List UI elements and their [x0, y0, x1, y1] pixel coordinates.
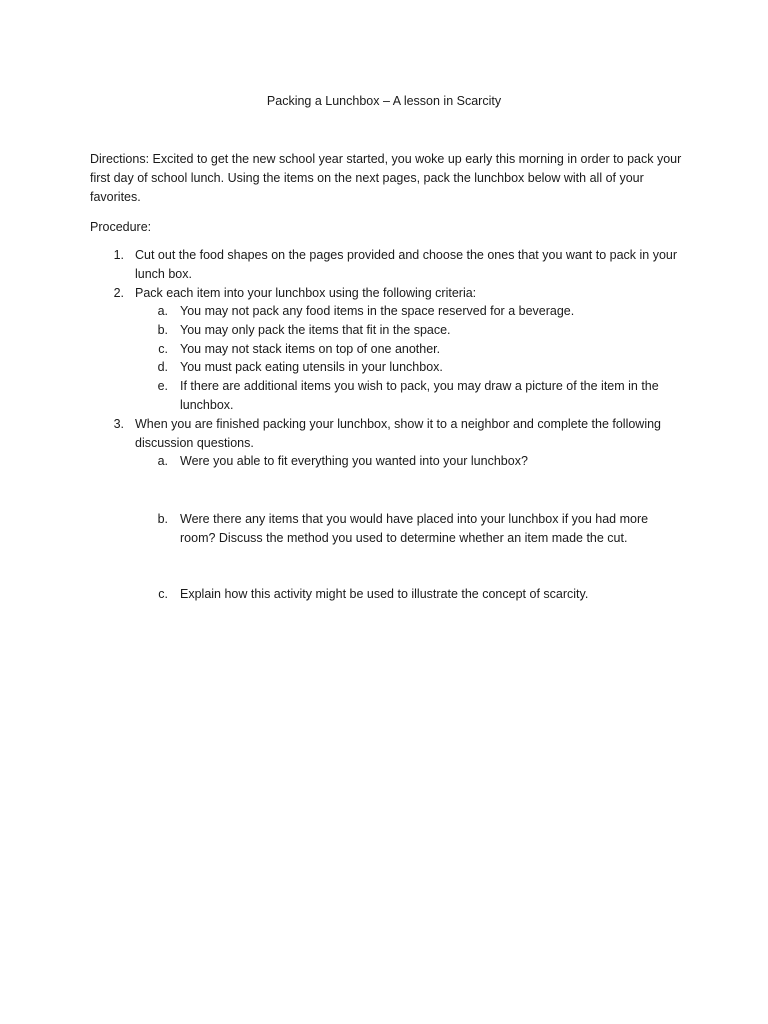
step-text: When you are finished packing your lunchbox, show it to a neighbor and complete the following discussion questions.: [135, 417, 662, 450]
step-number: 3.: [113, 417, 124, 431]
sub-item-letter: a.: [157, 304, 168, 318]
sub-item-letter: c.: [158, 342, 168, 356]
sub-item-letter: e.: [157, 379, 168, 393]
step-number: 2.: [113, 286, 124, 300]
sub-item-letter: c.: [158, 587, 168, 601]
page-title: Packing a Lunchbox – A lesson in Scarcity: [266, 94, 502, 108]
sub-item-text: You may not stack items on top of one another.: [180, 342, 441, 356]
sub-item-text: You must pack eating utensils in your lunchbox.: [180, 360, 443, 374]
sub-item-letter: a.: [157, 454, 168, 468]
sub-item-text: Were you able to fit everything you wanted into your lunchbox?: [180, 454, 528, 468]
step-number: 1.: [113, 248, 124, 262]
sub-item-text: You may not pack any food items in the space reserved for a beverage.: [180, 304, 575, 318]
sub-item-letter: b.: [157, 323, 168, 337]
sub-item-text: You may only pack the items that fit in the space.: [180, 323, 451, 337]
sub-item-text: Were there any items that you would have placed into your lunchbox if you had more room? Discuss the method you used to determine whether an item made the cut.: [180, 512, 649, 545]
sub-item-text: Explain how this activity might be used to illustrate the concept of scarcity.: [180, 587, 589, 601]
step-text: Pack each item into your lunchbox using the following criteria:: [135, 286, 477, 300]
step-text: Cut out the food shapes on the pages provided and choose the ones that you want to pack in your lunch box.: [135, 248, 678, 281]
sub-item-text: If there are additional items you wish to pack, you may draw a picture of the item in the lunchbox.: [180, 379, 659, 412]
directions-paragraph: Directions: Excited to get the new school year started, you woke up early this morning in order to pack your first day of school lunch. Using the items on the next pages, pack the lunchbox below with all of your favorites.: [90, 152, 682, 204]
sub-item-letter: d.: [157, 360, 168, 374]
sub-item-letter: b.: [157, 512, 168, 526]
procedure-heading: Procedure:: [90, 220, 152, 234]
